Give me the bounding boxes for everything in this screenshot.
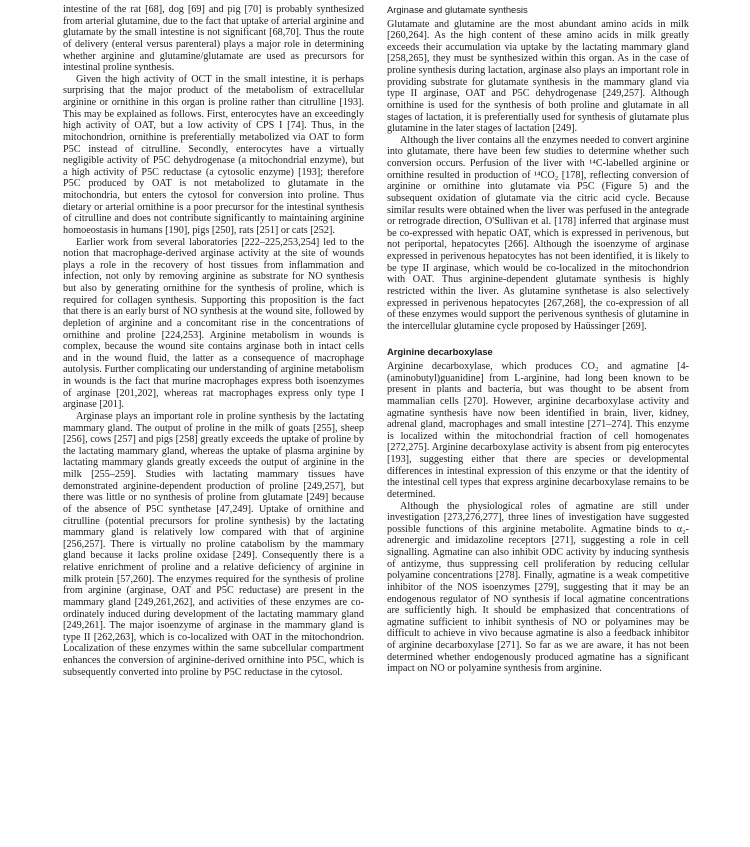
- body-paragraph: Arginase plays an important role in proline synthesis by the lactating mammary gland. The output of proline in the milk of goats [255], sheep [256], cows [257] and pigs [258] greatly exceeds the uptake of proline by the lactating mammary gland, whereas the uptake of plasma arginine by lactating mammary glands greatly exceeds the output of arginine in the milk [255–259]. Studies with lactating mammary tissues have demonstrated arginine-dependent production of proline [249,257], but there was little or no synthesis of proline from glutamate [249] because of the absence of P5C synthetase [47,249]. Uptake of ornithine and citrulline (potential precursors for proline synthesis) by the lactating mammary gland is relatively low compared with that of arginine [256,257]. There is virtually no proline catabolism by the mammary gland because it lacks proline oxidase [249]. Consequently there is a relative enrichment of proline and a relative deficiency of arginine in milk protein [57,260]. The enzymes required for the synthesis of proline from arginine (arginase, OAT and P5C reductase) are present in the mammary gland [249,261,262], and activities of these enzymes are co-ordinately induced during development of the lactating mammary gland [249,261]. The major isoenzyme of arginase in the mammary gland is type II [262,263], which is co-localized with OAT in the mitochondrion. Localization of these enzymes within the same subcellular compartment enhances the conversion of arginine-derived ornithine into P5C, which is subsequently converted into proline by P5C reductase in the cytosol.: [63, 410, 364, 678]
- right-column: [387, 4, 689, 675]
- body-paragraph: intestine of the rat [68], dog [69] and pig [70] is probably synthesized from arterial glutamine, due to the fact that uptake of arterial arginine and glutamate by the small intestine is not significant [68,70]. Thus the route of delivery (enteral versus parenteral) plays a major role in determining whether arginine and glutamine/glutamate are used as precursors for intestinal proline synthesis.: [63, 4, 364, 74]
- body-paragraph: Earlier work from several laboratories [222–225,253,254] led to the notion that macrophage-derived arginase activity at the site of wounds plays a role in the recovery of host tissues from inflammation and infection, not only by removing arginine as substrate for NO synthesis but also by generating ornithine for the synthesis of proline, which is required for collagen synthesis. Supporting this proposition is the fact that there is an early burst of NO synthesis at the wound site, followed by depletion of arginine and a concomitant rise in the concentrations of ornithine and proline [224,253]. Arginine metabolism in wounds is complex, because the wound site contains arginase both in intact cells and in the wound fluid, the latter as a consequence of macrophage autolysis. Further complicating our understanding of arginine metabolism in wounds is the fact that murine macrophages express both isoenzymes of arginase [201,202], whereas rat macrophages express only type I arginase [201].: [63, 236, 364, 411]
- section-heading: Arginase and glutamate synthesis: [387, 4, 528, 15]
- section-heading: Arginine decarboxylase: [387, 346, 493, 358]
- body-paragraph: Arginine decarboxylase, which produces CO₂ and agmatine [4-(aminobutyl)guanidine] from L-arginine, had long been known to be present in plants and bacteria, but was thought to be absent from mammalian cells [270]. However, arginine decarboxylase activity and agmatine synthesis have now been identified in brain, liver, kidney, adrenal gland, macrophages and small intestine [271–274]. This enzyme is localized within the mitochondrial fraction of cell homogenates [272,275]. Arginine decarboxylase activity is absent from pig enterocytes [193], suggesting either that there are species or developmental differences in intestinal expression of this enzyme or that the identity of the intestinal cell types that express arginine decarboxylase remains to be determined.: [387, 361, 689, 500]
- body-paragraph: Although the physiological roles of agmatine are still under investigation [273,276,277], three lines of investigation have suggested possible functions of this arginine metabolite. Agmatine binds to α₂-adrenergic and imidazoline receptors [271], suggesting a role in cell signalling. Agmatine can also inhibit ODC activity by inducing synthesis of antizyme, thus suppressing cell proliferation by reducing cellular polyamine concentrations [278]. Finally, agmatine is a weak competitive inhibitor of the NOS isoenzymes [279], suggesting that it may be an endogenous regulator of NO synthesis if local agmatine concentrations are sufficiently high. It should be emphasized that concentrations of agmatine sufficient to inhibit synthesis of NO or polyamines may be difficult to achieve in vivo because agmatine is also a feedback inhibitor of arginine decarboxylase [271]. So far as we are aware, it has not been determined whether endogenously produced agmatine has a significant impact on NO or polyamine synthesis from arginine.: [387, 500, 689, 675]
- section-spacer: [387, 332, 689, 346]
- body-paragraph: Given the high activity of OCT in the small intestine, it is perhaps surprising that the major product of the metabolism of extracellular arginine or ornithine in this organ is proline rather than citrulline [193]. This may be explained as follows. First, enterocytes have an exceedingly high activity of OAT, but a low activity of CPS I [74]. Thus, in the mitochondrion, ornithine is preferentially metabolized via OAT to form P5C instead of citrulline. Secondly, enterocytes have a virtually negligible activity of P5C dehydrogenase (a mitochondrial enzyme), but a high activity of P5C reductase (a cytosolic enzyme) [193]; therefore P5C produced by OAT is not metabolized to glutamate in the mitochondria, but enters the cytosol for conversion into proline. Thus dietary or arterial ornithine is a poor precursor for the intestinal synthesis of citrulline and does not contribute significantly to maintaining arginine homoeostasis in humans [190], pigs [250], rats [251] or cats [252].: [63, 73, 364, 236]
- body-paragraph: Glutamate and glutamine are the most abundant amino acids in milk [260,264]. As the high content of these amino acids in milk greatly exceeds their accumulation via uptake by the lactating mammary gland [258,265], they must be synthesized within this organ. As in the case of proline synthesis during lactation, arginase also plays an important role in providing substrate for glutamate synthesis in the mammary gland via type II arginase, OAT and P5C dehydrogenase [249,257]. Although ornithine is used for the synthesis of both proline and glutamate in all stages of lactation, it is preferentially used for synthesis of glutamate plus glutamine in the later stages of lactation [249].: [387, 18, 689, 135]
- left-column: [63, 4, 364, 678]
- body-paragraph: Although the liver contains all the enzymes needed to convert arginine into glutamate, there have been few studies to determine whether such conversion occurs. Perfusion of the liver with ¹⁴C-labelled arginine or ornithine resulted in production of ¹⁴CO₂ [178], reflecting conversion of arginine or ornithine into glutamate via P5C (Figure 5) and the subsequent oxidation of glutamate via the citric acid cycle. Because similar results were obtained when the liver was perfused in the antegrade or retrograde direction, O'Sullivan et al. [178] inferred that arginase must be co-expressed with hepatic OAT, which is expressed in perivenous, but not periportal, hepatocytes [266]. Although the isoenzyme of arginase expressed in perivenous hepatocytes has not been identified, it is likely to be type II arginase, which would be co-localized in the mitochondrion with OAT. Thus arginine-dependent glutamate synthesis is highly restricted within the liver. As glutamine synthetase is also selectively expressed in perivenous hepatocytes [267,268], the co-expression of all of these enzymes would support the perivenous synthesis of glutamine in the intercellular glutamine cycle proposed by Haüssinger [269].: [387, 134, 689, 332]
